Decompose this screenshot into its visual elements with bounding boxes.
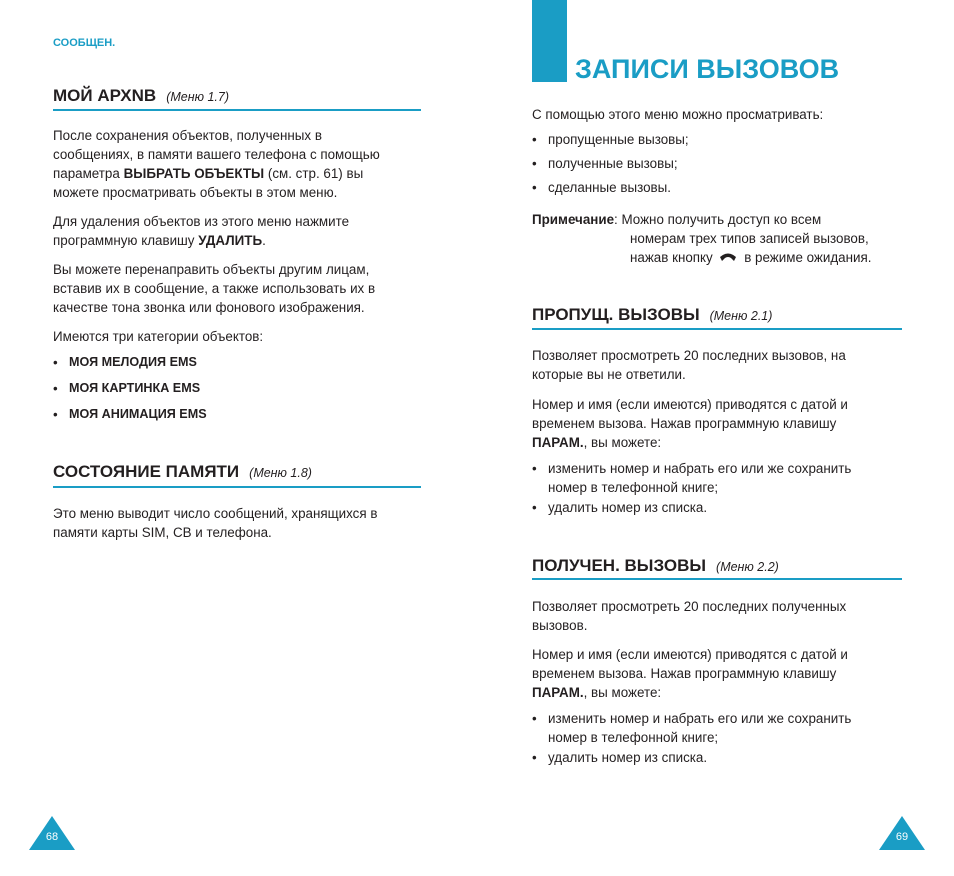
- paragraph: [532, 346, 846, 384]
- bold-term: УДАЛИТЬ: [198, 233, 263, 248]
- text-line: сообщениях, в памяти вашего телефона с помощью: [53, 147, 380, 162]
- list-item-text: удалить номер из списка.: [548, 500, 708, 515]
- text-line: После сохранения объектов, полученных в: [53, 128, 322, 143]
- paragraph: [532, 395, 848, 452]
- text: программную клавишу: [53, 233, 199, 248]
- text-line: номер в телефонной книге;: [548, 480, 719, 495]
- text-line: изменить номер и набрать его или же сохранить: [548, 711, 852, 726]
- text-line: Это меню выводит число сообщений, хранящихся в: [53, 506, 378, 521]
- paragraph: Имеются три категории объектов:: [53, 329, 264, 344]
- paragraph: С помощью этого меню можно просматривать:: [532, 107, 824, 122]
- section-label: СООБЩЕН.: [53, 37, 116, 49]
- text-line: [53, 164, 380, 183]
- heading-rule: [53, 109, 421, 111]
- manual-spread: СООБЩЕН. МОЙ АРХNB (Меню 1.7) После сохранения объектов, полученных в сообщениях, в памяти вашего телефона с помощью параметра ВЫБРАТЬ ОБЪЕКТЫ (см. стр. 61) вы можете просматривать объекты в этом меню. Для удаления объектов из этого меню нажмите программную клавишу УДАЛИТЬ. Вы можете перенаправить объекты другим лицам, вставив их в сообщение, а также использовать их в качестве тона звонка или фонового изображения. Имеются три категории объектов: • МОЯ МЕЛОДИЯ EMS • МОЯ КАРТИНКА EMS • МОЯ АНИМАЦИЯ EMS СОСТОЯНИЕ ПАМЯТИ (Меню 1.8) Это меню выводит число сообщений, хранящихся в памяти карты SIM, CB и телефона. 68 ЗАПИСИ ВЫЗОВОВ С помощью этого меню можно просматривать: • пропущенные вызовы; • полученные вызовы; • сделанные вызовы. Примечание: Можно получить доступ ко всем номерам трех типов записей вызовов, нажав кнопку в режиме ожидания. ПРОПУЩ. ВЫЗОВЫ (Меню 2.1) Позволяет просмотреть 20 последних вызовов, на которые вы не ответили. Номер и имя (если имеются) приводятся с датой и временем вызова. Нажав программную клавишу ПАРАМ., вы можете: • изменить номер и набрать его или же сохранить номер в телефонной книге; • удалить номер из списка. ПОЛУЧЕН. ВЫЗОВЫ (Меню 2.2) Позволяет просмотреть 20 последних полученных вызовов. Номер и имя (если имеются) приводятся с датой и временем вызова. Нажав программную клавишу ПАРАМ., вы можете: • изменить номер и набрать его или же сохранить номер в телефонной книге; • удалить номер из списка. 69: [0, 0, 954, 876]
- text-line: Номер и имя (если имеются) приводятся с датой и: [532, 647, 848, 662]
- list-item-text: МОЯ АНИМАЦИЯ EMS: [69, 407, 207, 421]
- menu-ref: (Меню 2.1): [709, 309, 773, 323]
- menu-ref: (Меню 2.2): [716, 560, 779, 574]
- text-line: вызовов.: [532, 618, 588, 633]
- text-line: Позволяет просмотреть 20 последних вызовов, на: [532, 348, 846, 363]
- text-line: Номер и имя (если имеются) приводятся с датой и: [532, 397, 848, 412]
- page-number: 68: [45, 831, 59, 843]
- list-item-text: МОЯ КАРТИНКА EMS: [69, 381, 201, 395]
- text-line: которые вы не ответили.: [532, 367, 686, 382]
- heading-rule: [53, 486, 421, 488]
- text-line: [53, 231, 349, 250]
- text-line: Вы можете перенаправить объекты другим лицам,: [53, 262, 370, 277]
- list-item-text: полученные вызовы;: [548, 156, 678, 171]
- paragraph: [532, 597, 846, 635]
- menu-ref: (Меню 1.8): [249, 466, 312, 480]
- heading-title: ПРОПУЩ. ВЫЗОВЫ: [532, 305, 700, 324]
- heading-received-calls: [532, 556, 779, 576]
- heading-missed-calls: [532, 305, 772, 325]
- text: .: [262, 233, 266, 248]
- heading-title: СОСТОЯНИЕ ПАМЯТИ: [53, 462, 240, 481]
- page-number: 69: [895, 831, 909, 843]
- text: : Можно получить доступ ко всем: [614, 212, 822, 227]
- note-label: Примечание: [532, 212, 615, 227]
- page-title: ЗАПИСИ ВЫЗОВОВ: [575, 54, 840, 84]
- heading-rule: [532, 578, 902, 580]
- text-line: Для удаления объектов из этого меню нажмите: [53, 214, 350, 229]
- text-line: номер в телефонной книге;: [548, 730, 719, 745]
- list-item-text: удалить номер из списка.: [548, 750, 708, 765]
- bold-term: ВЫБРАТЬ ОБЪЕКТЫ: [123, 166, 265, 181]
- heading-memory-status: [53, 462, 312, 482]
- text-line: можете просматривать объекты в этом меню.: [53, 185, 338, 200]
- heading-my-archive: [53, 86, 229, 106]
- text-line: номерам трех типов записей вызовов,: [630, 231, 869, 246]
- text-line: временем вызова. Нажав программную клавишу: [532, 416, 837, 431]
- text-line: временем вызова. Нажав программную клавишу: [532, 666, 837, 681]
- paragraph: [53, 212, 349, 250]
- paragraph: [53, 126, 380, 202]
- text-line: вставив их в сообщение, а также использовать их в: [53, 281, 376, 296]
- heading-title: ПОЛУЧЕН. ВЫЗОВЫ: [532, 556, 707, 575]
- text-line: [532, 248, 871, 267]
- text: параметра: [53, 166, 124, 181]
- list-item-text: МОЯ МЕЛОДИЯ EMS: [69, 355, 197, 369]
- text: в режиме ожидания.: [744, 250, 872, 265]
- note: [532, 210, 871, 267]
- list-item-text: пропущенные вызовы;: [548, 132, 689, 147]
- bold-term: ПАРАМ.: [532, 435, 584, 450]
- text: (см. стр. 61) вы: [264, 166, 364, 181]
- text-line: Позволяет просмотреть 20 последних полученных: [532, 599, 847, 614]
- text: , вы можете:: [583, 435, 662, 450]
- text-line: изменить номер и набрать его или же сохранить: [548, 461, 852, 476]
- paragraph: [532, 645, 848, 702]
- text: нажав кнопку: [630, 250, 713, 265]
- menu-ref: (Меню 1.7): [166, 90, 230, 104]
- text-line: качестве тона звонка или фонового изображения.: [53, 300, 365, 315]
- text-line: памяти карты SIM, CB и телефона.: [53, 525, 272, 540]
- paragraph: [53, 260, 375, 317]
- list-item-text: сделанные вызовы.: [548, 180, 671, 195]
- text: , вы можете:: [583, 685, 662, 700]
- phone-end-key-icon: [718, 251, 738, 263]
- title-accent-block: [532, 0, 567, 82]
- heading-rule: [532, 328, 902, 330]
- bold-term: ПАРАМ.: [532, 685, 584, 700]
- heading-title: МОЙ АРХNB: [53, 86, 157, 105]
- paragraph: [53, 504, 377, 542]
